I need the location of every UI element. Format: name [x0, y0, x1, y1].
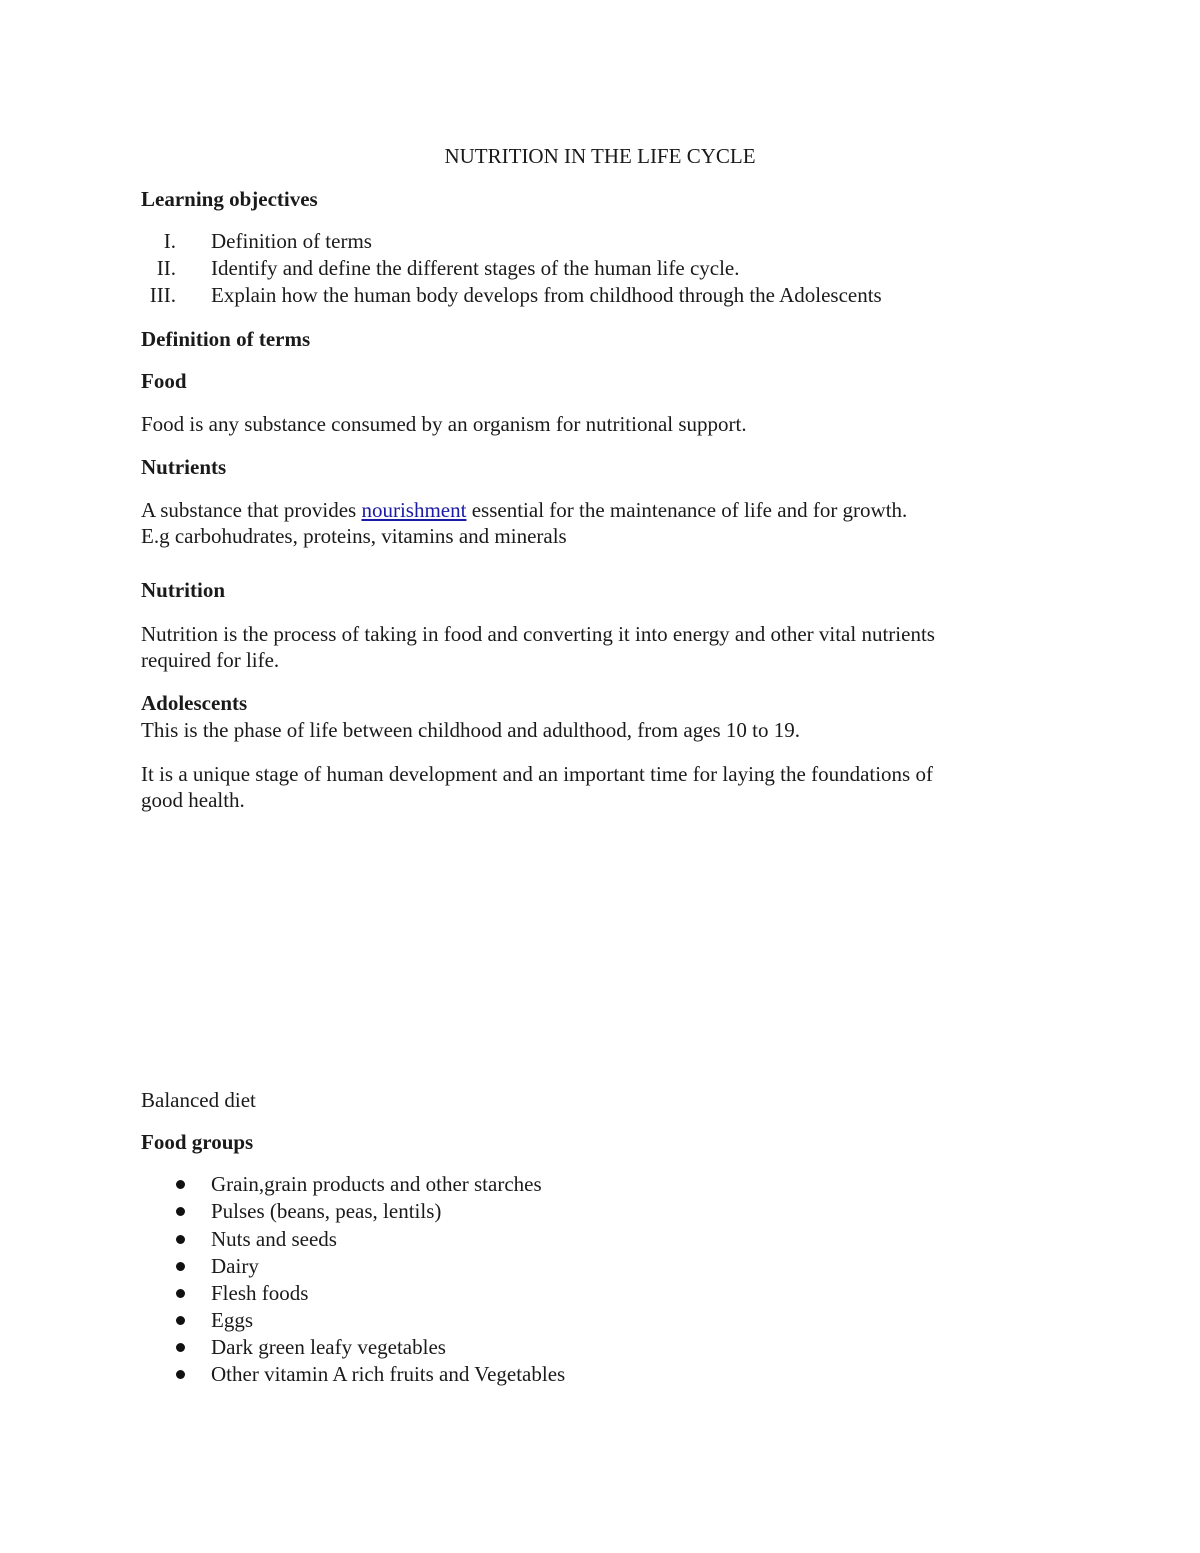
bullet-icon — [176, 1289, 185, 1298]
list-item: Eggs — [211, 1308, 253, 1332]
list-item: Flesh foods — [211, 1281, 309, 1305]
adolescents-paragraph-line: It is a unique stage of human development and an important time for laying the foundations of — [141, 762, 933, 786]
nutrients-definition — [141, 497, 907, 523]
bullet-icon — [176, 1343, 185, 1352]
bullet-icon — [176, 1235, 185, 1244]
adolescents-paragraph-line: good health. — [141, 788, 245, 812]
nutrition-definition-line: Nutrition is the process of taking in food and converting it into energy and other vital nutrients — [141, 622, 935, 646]
nutrients-examples: E.g carbohudrates, proteins, vitamins and minerals — [141, 524, 567, 548]
nutrients-text-start: A substance that provides — [141, 498, 362, 522]
nutrients-heading: Nutrients — [141, 455, 227, 479]
list-item: Grain,grain products and other starches — [211, 1172, 542, 1196]
nutrients-text-end: essential for the maintenance of life and for growth. — [466, 498, 908, 522]
page-title: NUTRITION IN THE LIFE CYCLE — [444, 144, 756, 168]
bullet-icon — [176, 1316, 185, 1325]
adolescents-heading: Adolescents — [141, 691, 248, 715]
bullet-icon — [176, 1180, 185, 1189]
balanced-diet-label: Balanced diet — [141, 1088, 256, 1112]
list-item: Dairy — [211, 1254, 259, 1278]
bullet-icon — [176, 1207, 185, 1216]
food-heading: Food — [141, 369, 187, 393]
list-marker: I. — [163, 229, 176, 253]
learning-objectives-heading: Learning objectives — [141, 187, 318, 211]
bullet-icon — [176, 1370, 185, 1379]
list-item: Identify and define the different stages of the human life cycle. — [211, 256, 740, 280]
list-marker: II. — [156, 256, 176, 280]
list-item: Dark green leafy vegetables — [211, 1335, 446, 1359]
adolescents-definition: This is the phase of life between childhood and adulthood, from ages 10 to 19. — [141, 718, 801, 742]
food-definition: Food is any substance consumed by an organism for nutritional support. — [141, 412, 747, 436]
list-item: Nuts and seeds — [211, 1227, 337, 1251]
list-item: Explain how the human body develops from childhood through the Adolescents — [211, 283, 882, 307]
bullet-icon — [176, 1262, 185, 1271]
list-item: Definition of terms — [211, 229, 372, 253]
list-marker: III. — [149, 283, 176, 307]
list-item: Other vitamin A rich fruits and Vegetables — [211, 1362, 566, 1386]
food-groups-heading: Food groups — [141, 1130, 254, 1154]
definitions-heading: Definition of terms — [141, 327, 311, 351]
nutrition-heading: Nutrition — [141, 578, 225, 602]
nourishment-link[interactable]: nourishment — [361, 498, 467, 522]
nutrition-definition-line: required for life. — [141, 648, 280, 672]
list-item: Pulses (beans, peas, lentils) — [211, 1199, 442, 1223]
